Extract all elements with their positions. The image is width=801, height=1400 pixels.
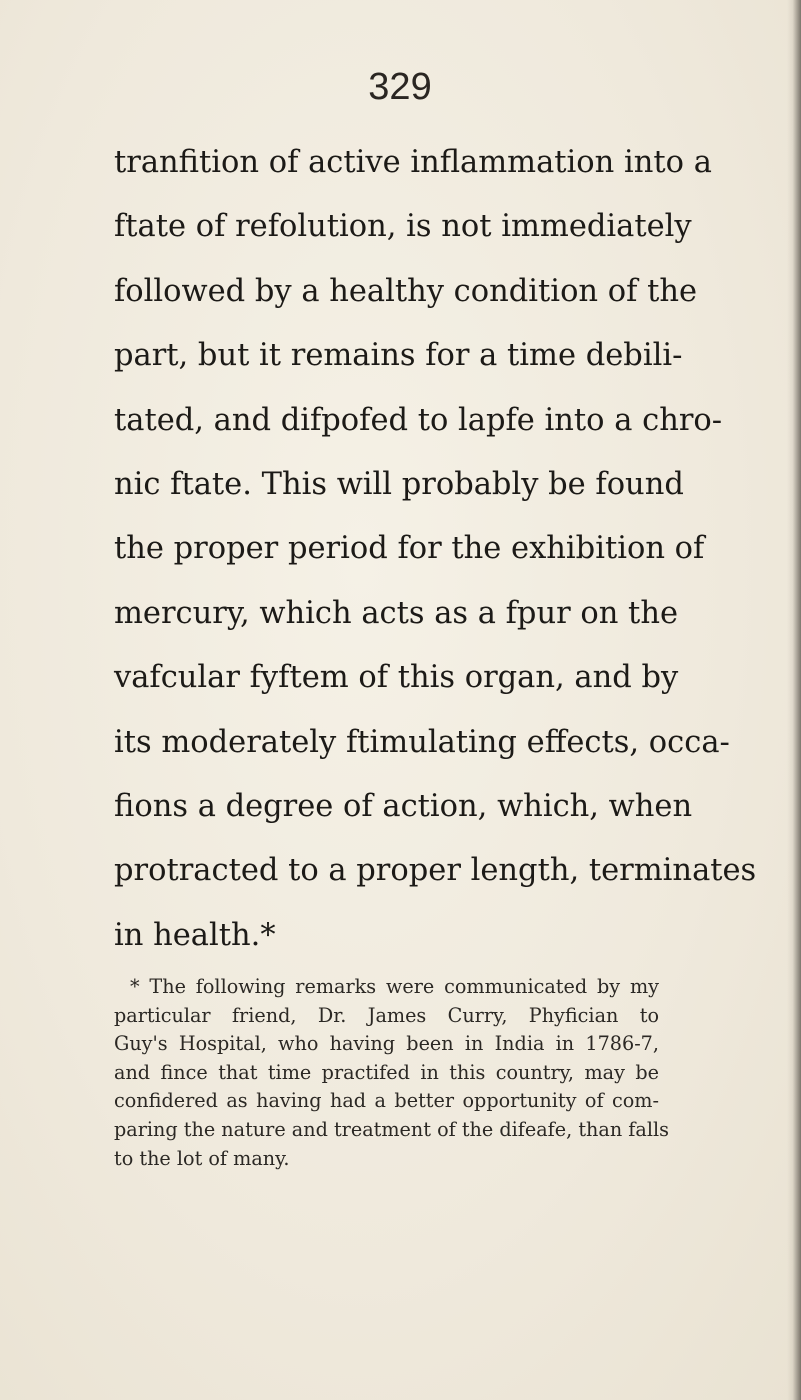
body-line: nic ftate. This will probably be found xyxy=(114,466,684,502)
body-line: protracted to a proper length, terminates xyxy=(114,853,757,889)
footnote xyxy=(114,973,669,1173)
body-line: followed by a healthy condition of the xyxy=(114,273,698,309)
body-text xyxy=(114,131,757,968)
footnote-line: * The following remarks were communicated by my xyxy=(130,975,659,998)
page-edge-shadow xyxy=(787,0,801,1400)
body-line: in health.* xyxy=(114,917,276,953)
body-line: mercury, which acts as a fpur on the xyxy=(114,595,679,631)
footnote-line: confidered as having had a better opportunity of com- xyxy=(114,1089,659,1113)
footnote-line: particular friend, Dr. James Curry, Phyfician to xyxy=(114,1003,659,1027)
footnote-line: Guy's Hospital, who having been in India in 1786-7, xyxy=(114,1032,659,1056)
body-line: part, but it remains for a time debili- xyxy=(114,338,683,374)
footnote-line: paring the nature and treatment of the difeafe, than falls xyxy=(114,1117,669,1141)
body-line: tated, and difpofed to lapfe into a chro- xyxy=(114,402,723,438)
footnote-line: to the lot of many. xyxy=(114,1146,290,1170)
body-line: the proper period for the exhibition of xyxy=(114,531,705,567)
page-number: 329 xyxy=(368,66,432,108)
body-line: fions a degree of action, which, when xyxy=(114,788,693,824)
footnote-line: and fince that time practifed in this country, may be xyxy=(114,1060,659,1084)
body-line: tranfition of active inflammation into a xyxy=(114,145,712,180)
body-line: its moderately ftimulating effects, occa- xyxy=(114,724,730,760)
body-line: ftate of refolution, is not immediately xyxy=(114,209,692,245)
body-line: vafcular fyftem of this organ, and by xyxy=(114,660,679,696)
